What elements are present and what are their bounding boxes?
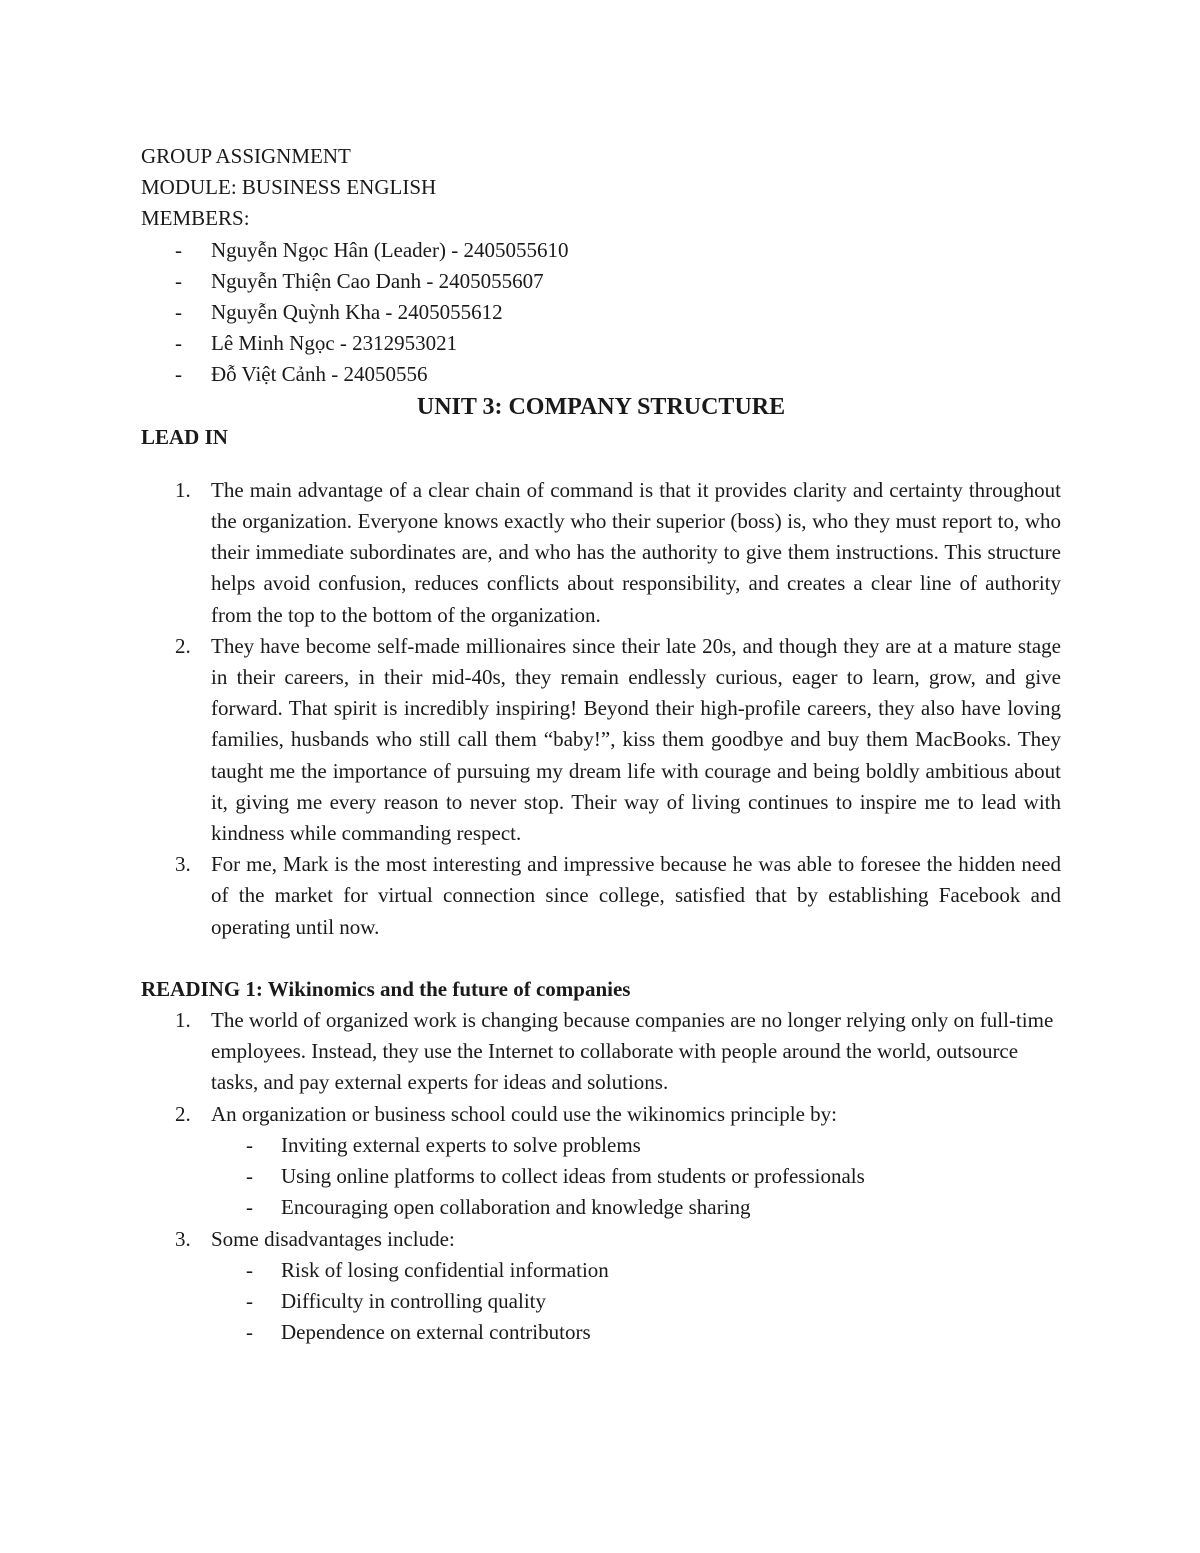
lead-in-heading: LEAD IN bbox=[141, 424, 228, 449]
lead-in-list bbox=[141, 475, 1061, 943]
assignment-title: GROUP ASSIGNMENT bbox=[141, 144, 351, 168]
sub-item-text: Inviting external experts to solve problems bbox=[281, 1132, 641, 1157]
dash-bullet: - bbox=[246, 1132, 253, 1157]
dash-bullet: - bbox=[246, 1288, 253, 1313]
member-text: Lê Minh Ngọc - 2312953021 bbox=[211, 331, 458, 356]
member-text: Nguyễn Ngọc Hân (Leader) - 2405055610 bbox=[211, 237, 569, 262]
document-page bbox=[141, 141, 1061, 1348]
reading-item bbox=[141, 1005, 1061, 1099]
item-number: 2. bbox=[175, 633, 191, 658]
sub-item bbox=[211, 1161, 1061, 1192]
sub-item bbox=[211, 1130, 1061, 1161]
dash-bullet: - bbox=[175, 300, 182, 325]
sub-item-text: Risk of losing confidential information bbox=[281, 1257, 609, 1282]
lead-in-item bbox=[141, 631, 1061, 849]
item-number: 3. bbox=[175, 1226, 191, 1251]
dash-bullet: - bbox=[175, 268, 182, 293]
item-number: 1. bbox=[175, 477, 191, 502]
member-item bbox=[141, 266, 1061, 297]
sub-item bbox=[211, 1255, 1061, 1286]
lead-in-item bbox=[141, 849, 1061, 943]
sub-item-text: Difficulty in controlling quality bbox=[281, 1288, 546, 1313]
dash-bullet: - bbox=[246, 1257, 253, 1282]
sub-list bbox=[211, 1255, 1061, 1349]
member-item bbox=[141, 328, 1061, 359]
reading-1-list bbox=[141, 1005, 1061, 1348]
item-number: 1. bbox=[175, 1008, 191, 1033]
reading-item bbox=[141, 1224, 1061, 1349]
sub-item-text: Encouraging open collaboration and knowledge sharing bbox=[281, 1195, 751, 1220]
item-text: For me, Mark is the most interesting and impressive because he was able to foresee the hidden need of the market for virtual connection since college, satisfied that by establishing Facebook and operating until now. bbox=[211, 852, 1061, 939]
item-number: 3. bbox=[175, 852, 191, 877]
dash-bullet: - bbox=[175, 237, 182, 262]
dash-bullet: - bbox=[246, 1164, 253, 1189]
sub-item-text: Using online platforms to collect ideas from students or professionals bbox=[281, 1164, 865, 1189]
reading-1-heading: READING 1: Wikinomics and the future of companies bbox=[141, 976, 631, 1001]
member-item bbox=[141, 359, 1061, 390]
sub-item bbox=[211, 1192, 1061, 1223]
sub-item bbox=[211, 1286, 1061, 1317]
module-name: MODULE: BUSINESS ENGLISH bbox=[141, 175, 437, 200]
item-text: An organization or business school could use the wikinomics principle by: bbox=[211, 1101, 838, 1126]
item-text: They have become self-made millionaires since their late 20s, and though they are at a mature stage in their careers, in their mid-40s, they remain endlessly curious, eager to learn, grow, and give forward. That spirit is incredibly inspiring! Beyond their high-profile careers, they also have loving families, husbands who still call them “baby!”, kiss them goodbye and buy them MacBooks. They taught me the importance of pursuing my dream life with courage and being boldly ambitious about it, giving me every reason to never stop. Their way of living continues to inspire me to lead with kindness while commanding respect. bbox=[211, 633, 1061, 846]
member-item bbox=[141, 235, 1061, 266]
dash-bullet: - bbox=[175, 362, 182, 387]
sub-item bbox=[211, 1317, 1061, 1348]
sub-item-text: Dependence on external contributors bbox=[281, 1320, 591, 1345]
member-text: Nguyễn Quỳnh Kha - 2405055612 bbox=[211, 300, 503, 325]
dash-bullet: - bbox=[175, 331, 182, 356]
reading-item bbox=[141, 1099, 1061, 1224]
members-label: MEMBERS: bbox=[141, 206, 250, 231]
unit-title: UNIT 3: COMPANY STRUCTURE bbox=[416, 393, 786, 420]
dash-bullet: - bbox=[246, 1320, 253, 1345]
dash-bullet: - bbox=[246, 1195, 253, 1220]
member-item bbox=[141, 297, 1061, 328]
item-text: Some disadvantages include: bbox=[211, 1226, 455, 1251]
item-number: 2. bbox=[175, 1101, 191, 1126]
item-text: The main advantage of a clear chain of command is that it provides clarity and certainty throughout the organization. Everyone knows exactly who their superior (boss) is, who they must report to, who their immediate subordinates are, and who has the authority to give them instructions. This structure helps avoid confusion, reduces conflicts about responsibility, and creates a clear line of authority from the top to the bottom of the organization. bbox=[211, 477, 1061, 627]
sub-list bbox=[211, 1130, 1061, 1224]
lead-in-item bbox=[141, 475, 1061, 631]
item-text: The world of organized work is changing because companies are no longer relying only on full-time employees. Instead, they use the Internet to collaborate with people around the world, outsource tasks, and pay external experts for ideas and solutions. bbox=[211, 1008, 1054, 1095]
member-text: Nguyễn Thiện Cao Danh - 2405055607 bbox=[211, 268, 544, 293]
members-list bbox=[141, 235, 1061, 391]
member-text: Đỗ Việt Cảnh - 24050556 bbox=[211, 362, 428, 387]
